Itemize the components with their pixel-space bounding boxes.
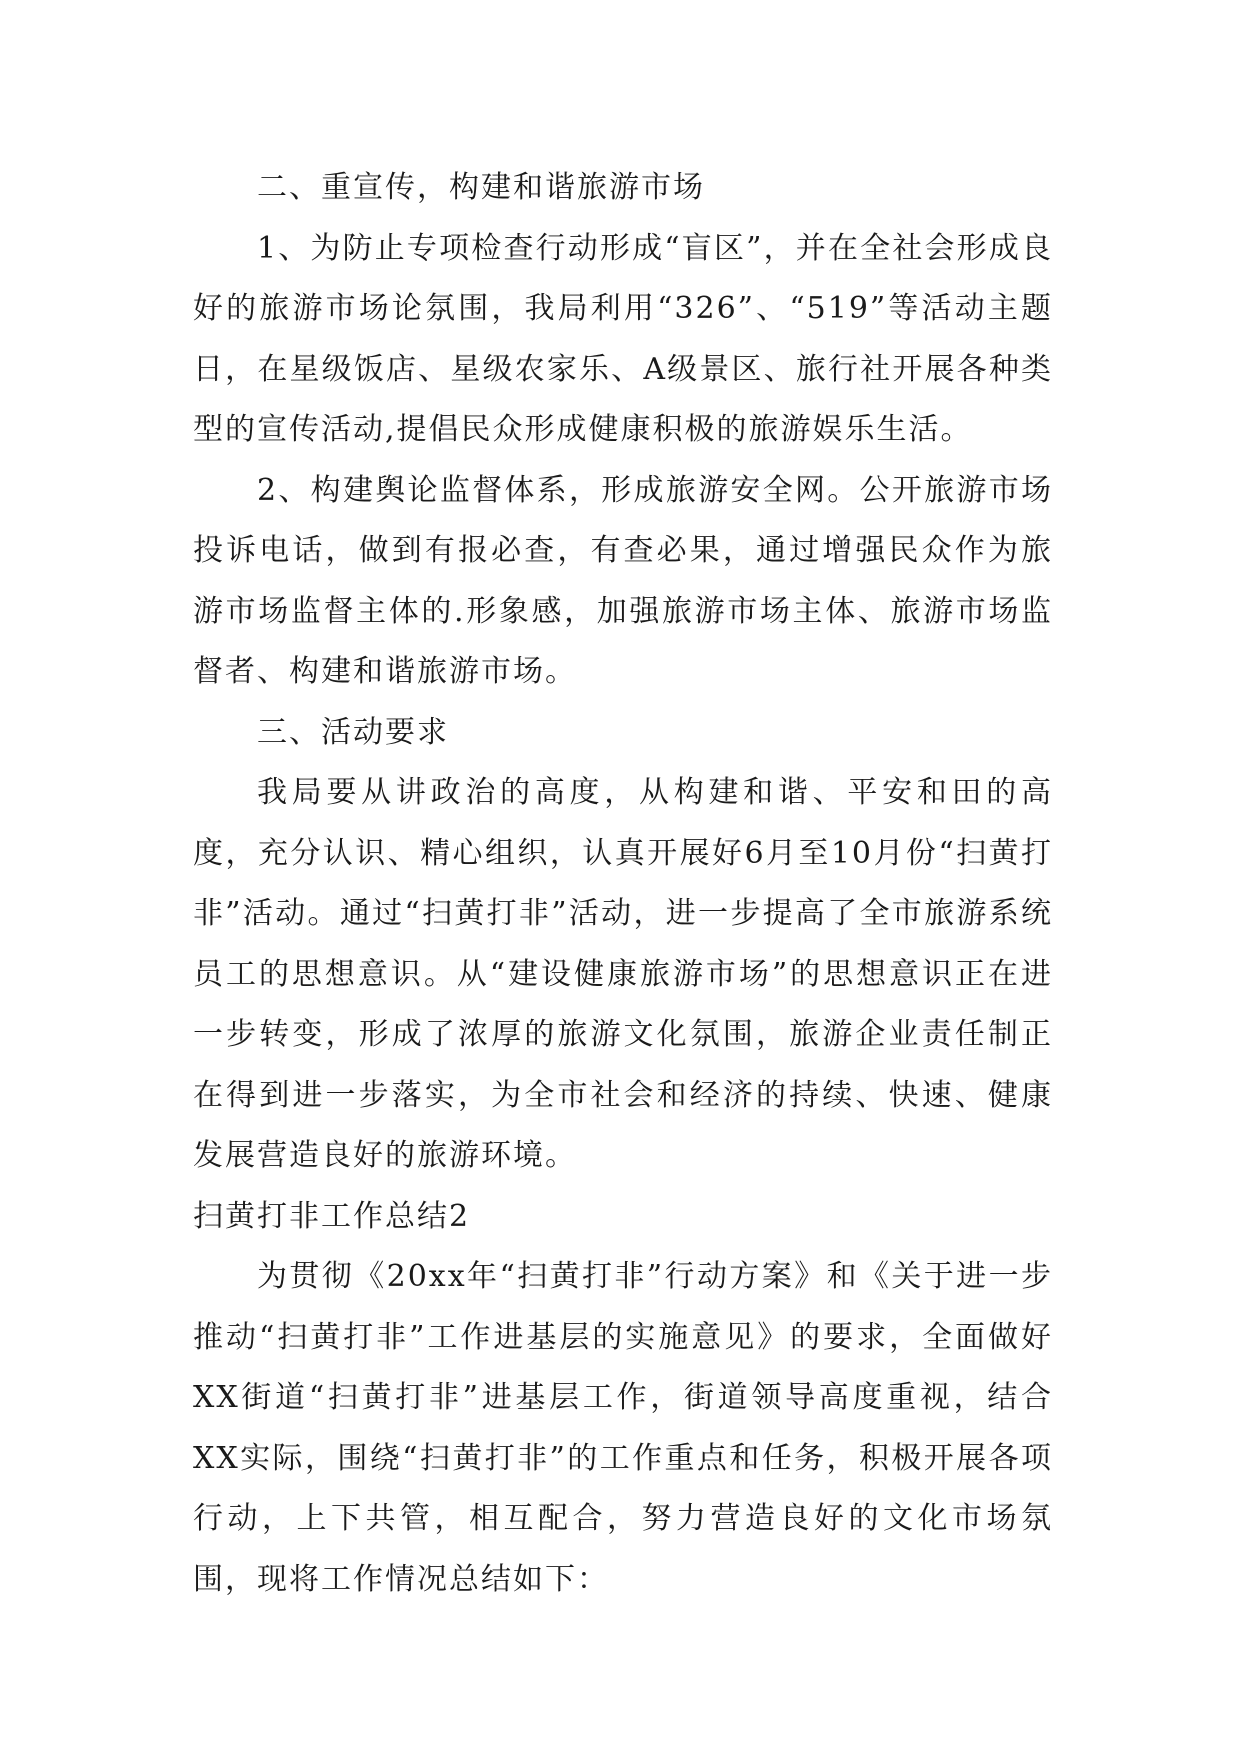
document-body [193, 158, 1053, 1610]
section-heading-requirements: 三、活动要求 [257, 714, 449, 750]
paragraph-supervision-system: 2、构建舆论监督体系，形成旅游安全网。公开旅游市场投诉电话，做到有报必查，有查必果，通过增强民众作为旅游市场监督主体的.形象感，加强旅游市场主体、旅游市场监督者、构建和谐旅游市场。 [193, 472, 1053, 689]
paragraph-requirements: 我局要从讲政治的高度，从构建和谐、平安和田的高度，充分认识、精心组织，认真开展好6月至10月份“扫黄打非”活动。通过“扫黄打非”活动，进一步提高了全市旅游系统员工的思想意识。从“建设健康旅游市场”的思想意识正在进一步转变，形成了浓厚的旅游文化氛围，旅游企业责任制正在得到进一步落实，为全市社会和经济的持续、快速、健康发展营造良好的旅游环境。 [193, 775, 1053, 1173]
paragraph-publicity-activities: 1、为防止专项检查行动形成“盲区”，并在全社会形成良好的旅游市场论氛围，我局利用“326”、“519”等活动主题日，在星级饭店、星级农家乐、A级景区、旅行社开展各种类型的宣传活动,提倡民众形成健康积极的旅游娱乐生活。 [193, 230, 1053, 447]
document-subtitle: 扫黄打非工作总结2 [193, 1198, 471, 1234]
section-heading-publicity: 二、重宣传，构建和谐旅游市场 [257, 170, 705, 205]
paragraph-summary-intro: 为贯彻《20xx年“扫黄打非”行动方案》和《关于进一步推动“扫黄打非”工作进基层的实施意见》的要求，全面做好XX街道“扫黄打非”进基层工作，街道领导高度重视，结合XX实际，围绕“扫黄打非”的工作重点和任务，积极开展各项行动，上下共管，相互配合，努力营造良好的文化市场氛围，现将工作情况总结如下： [193, 1259, 1053, 1597]
